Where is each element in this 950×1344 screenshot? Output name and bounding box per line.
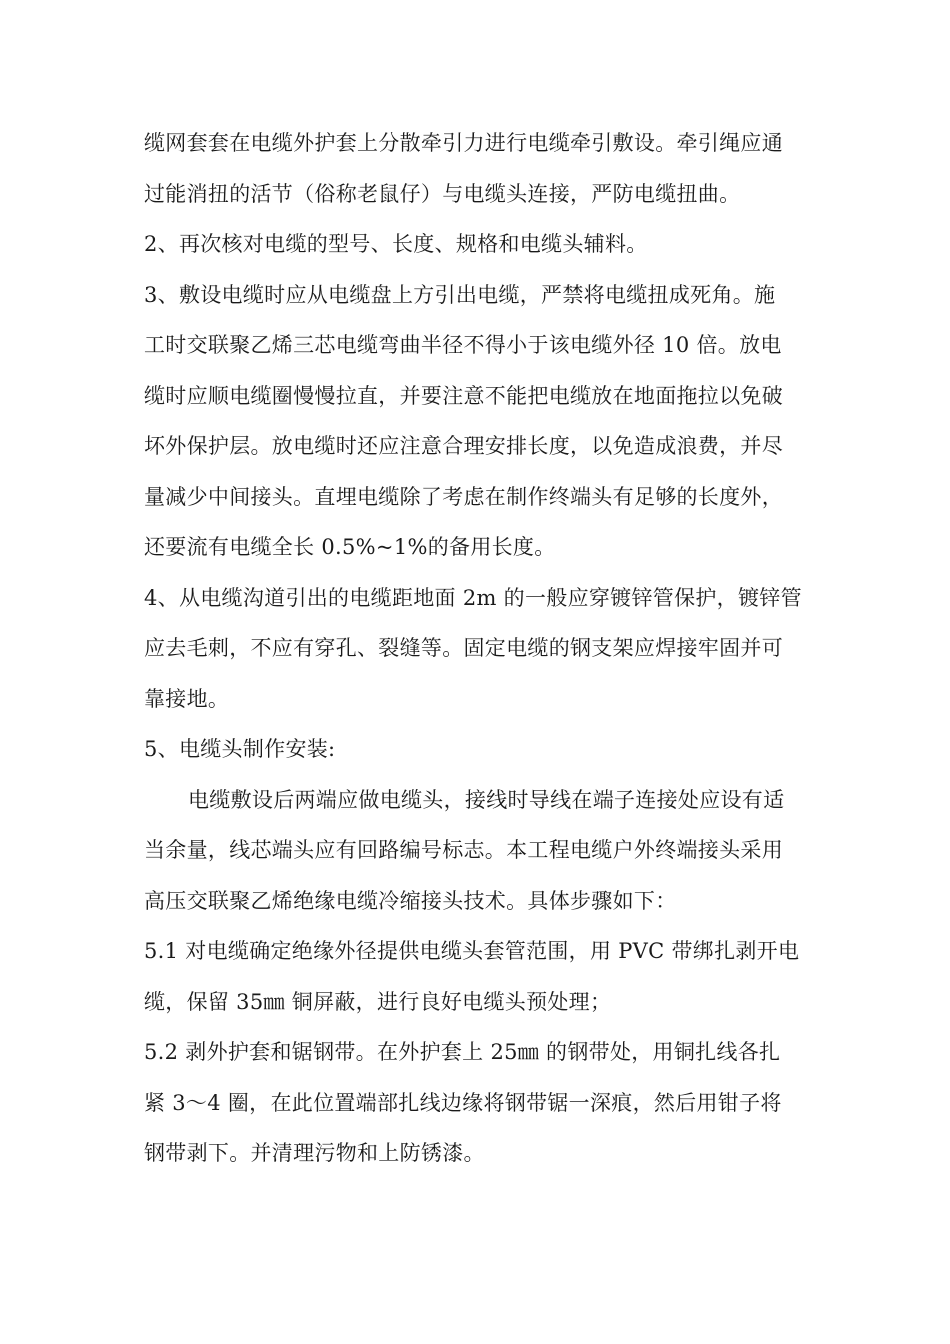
text-line: 5.1 对电缆确定绝缘外径提供电缆头套管范围，用 PVC 带绑扎剥开电 xyxy=(144,939,800,963)
text-line: 2、再次核对电缆的型号、长度、规格和电缆头辅料。 xyxy=(144,232,648,256)
text-line: 还要流有电缆全长 0.5%~1%的备用长度。 xyxy=(144,535,556,559)
text-line: 5.2 剥外护套和锯钢带。在外护套上 25㎜ 的钢带处，用铜扎线各扎 xyxy=(144,1040,781,1064)
text-line: 缆网套套在电缆外护套上分散牵引力进行电缆牵引敷设。牵引绳应通 xyxy=(144,131,783,155)
paragraph-first-line: 电缆敷设后两端应做电缆头，接线时导线在端子连接处应设有适 xyxy=(188,787,785,812)
text-line: 4、从电缆沟道引出的电缆距地面 2m 的一般应穿镀锌管保护，镀锌管 xyxy=(144,585,802,610)
text-line: 紧 3～4 圈，在此位置端部扎线边缘将钢带锯一深痕，然后用钳子将 xyxy=(144,1090,782,1115)
text-line: 量减少中间接头。直埋电缆除了考虑在制作终端头有足够的长度外， xyxy=(144,484,783,509)
text-line: 当余量，线芯端头应有回路编号标志。本工程电缆户外终端接头采用 xyxy=(144,838,783,862)
text-line: 3、敷设电缆时应从电缆盘上方引出电缆，严禁将电缆扭成死角。施 xyxy=(144,282,776,307)
text-line: 钢带剥下。并清理污物和上防锈漆。 xyxy=(144,1141,485,1165)
text-line: 工时交联聚乙烯三芯电缆弯曲半径不得小于该电缆外径 10 倍。放电 xyxy=(144,333,782,357)
body-text xyxy=(144,118,812,1179)
text-line: 应去毛刺，不应有穿孔、裂缝等。固定电缆的钢支架应焊接牢固并可 xyxy=(144,636,783,660)
section-heading: 5、电缆头制作安装: xyxy=(144,737,336,761)
text-line: 缆时应顺电缆圈慢慢拉直，并要注意不能把电缆放在地面拖拉以免破 xyxy=(144,383,783,408)
text-line: 缆，保留 35㎜ 铜屏蔽，进行良好电缆头预处理； xyxy=(144,989,612,1014)
text-line: 过能消扭的活节（俗称老鼠仔）与电缆头连接，严防电缆扭曲。 xyxy=(144,181,741,206)
text-line: 靠接地。 xyxy=(144,686,230,711)
text-line: 高压交联聚乙烯绝缘电缆冷缩接头技术。具体步骤如下： xyxy=(144,888,677,913)
text-line: 坏外保护层。放电缆时还应注意合理安排长度，以免造成浪费，并尽 xyxy=(144,434,783,458)
